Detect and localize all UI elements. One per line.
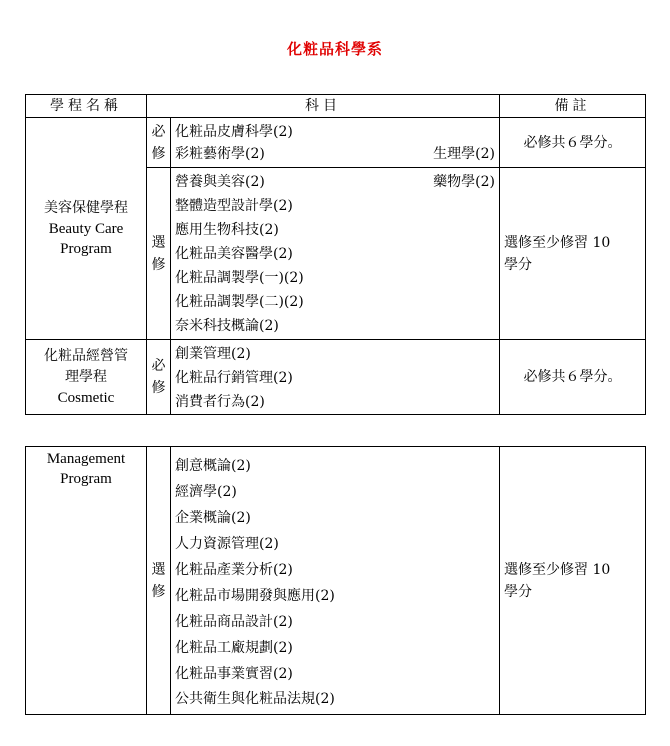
course-type-char: 修 (151, 145, 166, 162)
program-name-zh: 美容保健學程 (44, 200, 128, 216)
course-item (175, 266, 499, 290)
program-name-management (26, 447, 147, 715)
remark-line: 選修至少修習 10 (504, 234, 611, 251)
course-name: 奈米科技概論(2) (175, 318, 279, 334)
course-item (175, 390, 499, 414)
course-item (175, 687, 499, 711)
remark-required: 必修共６學分。 (500, 340, 646, 415)
remark-elective (500, 168, 646, 340)
program-name-beauty (26, 118, 147, 340)
course-list (171, 168, 500, 340)
course-type-elective (147, 168, 171, 340)
management-elective-row (26, 447, 646, 715)
course-item (175, 342, 499, 366)
course-name: 化粧品事業實習(2) (175, 666, 293, 682)
course-name: 創意概論(2) (175, 458, 251, 474)
course-item (175, 531, 499, 557)
course-item (175, 242, 499, 266)
program-name-en-line2: Program (60, 471, 112, 487)
course-type-required (147, 118, 171, 168)
course-name: 化粧品市場開發與應用(2) (175, 588, 335, 604)
cosmetic-required-row (26, 340, 646, 415)
header-subjects: 科目 (147, 95, 500, 118)
course-name: 化粧品產業分析(2) (175, 562, 293, 578)
course-item (175, 505, 499, 531)
course-name: 化粧品行銷管理(2) (175, 370, 293, 386)
course-item (175, 583, 499, 609)
course-type-char: 修 (151, 380, 166, 396)
curriculum-table (25, 94, 646, 415)
course-item (175, 218, 499, 242)
course-item (175, 661, 499, 687)
remark-line: 學分 (504, 583, 532, 600)
course-list (171, 447, 500, 715)
course-item (175, 194, 499, 218)
page-title: 化粧品科學系 (286, 40, 383, 58)
course-item (175, 479, 499, 505)
course-name: 化粧品工廠規劃(2) (175, 640, 293, 656)
course-type-char: 必 (151, 123, 166, 140)
course-name: 經濟學(2) (175, 484, 237, 500)
remark-line: 學分 (504, 256, 532, 273)
course-type-elective (147, 447, 171, 715)
course-name: 整體造型設計學(2) (175, 198, 293, 214)
course-name: 營養與美容(2) (175, 174, 265, 190)
course-name: 彩粧藝術學(2) (175, 146, 265, 162)
remark-elective (500, 447, 646, 715)
program-name-en-line1: Cosmetic (57, 390, 115, 406)
course-type-char: 修 (151, 256, 166, 273)
course-item (175, 366, 499, 390)
course-item (175, 121, 499, 143)
course-item (175, 557, 499, 583)
course-name: 生理學(2) (433, 146, 495, 162)
remark-required: 必修共６學分。 (500, 118, 646, 168)
course-item (175, 453, 499, 479)
program-name-en-line1: Beauty Care (48, 221, 124, 237)
course-name: 人力資源管理(2) (175, 536, 279, 552)
program-name-cosmetic (26, 340, 147, 415)
course-list (171, 340, 500, 415)
program-name-en-line1: Management (46, 451, 126, 467)
beauty-required-row (26, 118, 646, 168)
course-item (175, 170, 499, 194)
course-type-required (147, 340, 171, 415)
program-name-zh-line2: 理學程 (65, 369, 107, 385)
course-name: 消費者行為(2) (175, 394, 265, 410)
course-item (175, 314, 499, 338)
course-list (171, 118, 500, 168)
course-name: 化粧品商品設計(2) (175, 614, 293, 630)
course-name: 化粧品調製學(二)(2) (175, 294, 304, 310)
course-name: 化粧品美容醫學(2) (175, 246, 293, 262)
header-remarks: 備註 (500, 95, 646, 118)
course-name: 企業概論(2) (175, 510, 251, 526)
course-item (175, 143, 499, 165)
header-row (26, 95, 646, 118)
course-name: 公共衛生與化粧品法規(2) (175, 691, 335, 707)
header-program: 學程名稱 (26, 95, 147, 118)
curriculum-table-continued (25, 446, 646, 715)
program-name-zh-line1: 化粧品經營管 (44, 348, 128, 364)
course-name: 創業管理(2) (175, 346, 251, 362)
course-name: 化粧品調製學(一)(2) (175, 270, 304, 286)
course-item (175, 635, 499, 661)
course-item (175, 609, 499, 635)
course-item (175, 290, 499, 314)
course-type-char: 必 (151, 358, 166, 374)
course-name: 藥物學(2) (433, 174, 495, 190)
course-type-char: 修 (151, 583, 166, 600)
remark-line: 選修至少修習 10 (504, 561, 611, 578)
program-name-en-line2: Program (60, 241, 112, 257)
course-name: 化粧品皮膚科學(2) (175, 124, 293, 140)
course-name: 應用生物科技(2) (175, 222, 279, 238)
course-type-char: 選 (151, 561, 166, 578)
course-type-char: 選 (151, 234, 166, 251)
